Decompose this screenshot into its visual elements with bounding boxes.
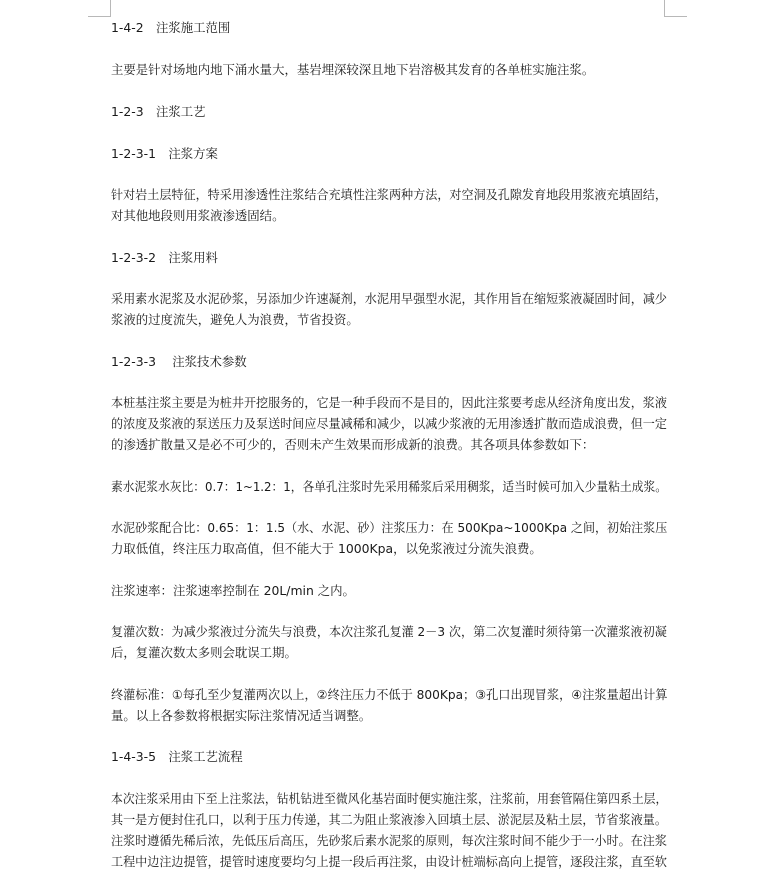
section-heading: 1-4-3-5 注浆工艺流程 (111, 749, 243, 764)
paragraph-line: 注浆时遵循先稀后浓，先低压后高压，先砂浆后素水泥浆的原则，每次注浆时间不能少于一小时。在注浆 (111, 833, 667, 848)
paragraph-line: 的浓度及浆液的泵送压力及泵送时间应尽量减稀和减少，以减少浆液的无用渗透扩散而造成浪费，但一定 (111, 416, 667, 431)
paragraph-line: 量。以上各参数将根据实际注浆情况适当调整。 (111, 708, 372, 723)
paragraph-line: 的渗透扩散量又是必不可少的，否则未产生效果而形成新的浪费。其各项具体参数如下： (111, 437, 595, 452)
paragraph-line: 其一是方便封住孔口，以利于压力传递，其二为阻止浆液渗入回填土层、淤泥层及粘土层，节省浆液量。 (111, 812, 667, 827)
paragraph-line: 针对岩土层特征，特采用渗透性注浆结合充填性注浆两种方法，对空洞及孔隙发育地段用浆液充填固结， (111, 187, 667, 202)
paragraph-line: 力取低值，终注压力取高值，但不能大于 1000Kpa，以免浆液过分流失浪费。 (111, 541, 542, 556)
paragraph-line: 采用素水泥浆及水泥砂浆，另添加少许速凝剂，水泥用早强型水泥，其作用旨在缩短浆液凝固时间，减少 (111, 291, 667, 306)
section-heading: 1-4-2 注浆施工范围 (111, 20, 231, 35)
section-heading: 1-2-3-2 注浆用料 (111, 250, 218, 265)
paragraph-line: 注浆速率：注浆速率控制在 20L/min 之内。 (111, 583, 355, 598)
paragraph-line: 后，复灌次数太多则会耽误工期。 (111, 645, 297, 660)
paragraph-line: 主要是针对场地内地下涌水量大，基岩埋深较深且地下岩溶极其发育的各单桩实施注浆。 (111, 62, 595, 77)
paragraph-line: 素水泥浆水灰比：0.7：1~1.2：1，各单孔注浆时先采用稀浆后采用稠浆，适当时候可加入少量粘土成浆。 (111, 479, 667, 494)
paragraph-line: 对其他地段则用浆液渗透固结。 (111, 208, 285, 223)
paragraph-line: 本桩基注浆主要是为桩井开挖服务的，它是一种手段而不是目的，因此注浆要考虑从经济角度出发，浆液 (111, 395, 667, 410)
paragraph-line: 工程中边注边提管，提管时速度要均匀上提一段后再注浆，由设计桩端标高向上提管，逐段注浆，直至软 (111, 854, 667, 869)
section-heading: 1-2-3-1 注浆方案 (111, 146, 218, 161)
page-corner-mark-left (88, 0, 111, 17)
paragraph-line: 本次注浆采用由下至上注浆法，钻机钻进至微风化基岩面时便实施注浆，注浆前，用套管隔住第四系土层， (111, 791, 668, 806)
section-heading: 1-2-3-3 注浆技术参数 (111, 354, 247, 369)
page-corner-mark-right (664, 0, 687, 17)
section-heading: 1-2-3 注浆工艺 (111, 104, 206, 119)
paragraph-line: 复灌次数：为减少浆液过分流失与浪费，本次注浆孔复灌 2－3 次，第二次复灌时须待第一次灌浆液初凝 (111, 624, 667, 639)
paragraph-line: 浆液的过度流失，避免人为浪费，节省投资。 (111, 312, 359, 327)
paragraph-line: 水泥砂浆配合比：0.65：1：1.5（水、水泥、砂）注浆压力：在 500Kpa~1000Kpa 之间，初始注浆压 (111, 520, 668, 535)
paragraph-line: 终灌标准：①每孔至少复灌两次以上，②终注压力不低于 800Kpa；③孔口出现冒浆，④注浆量超出计算 (111, 687, 668, 702)
